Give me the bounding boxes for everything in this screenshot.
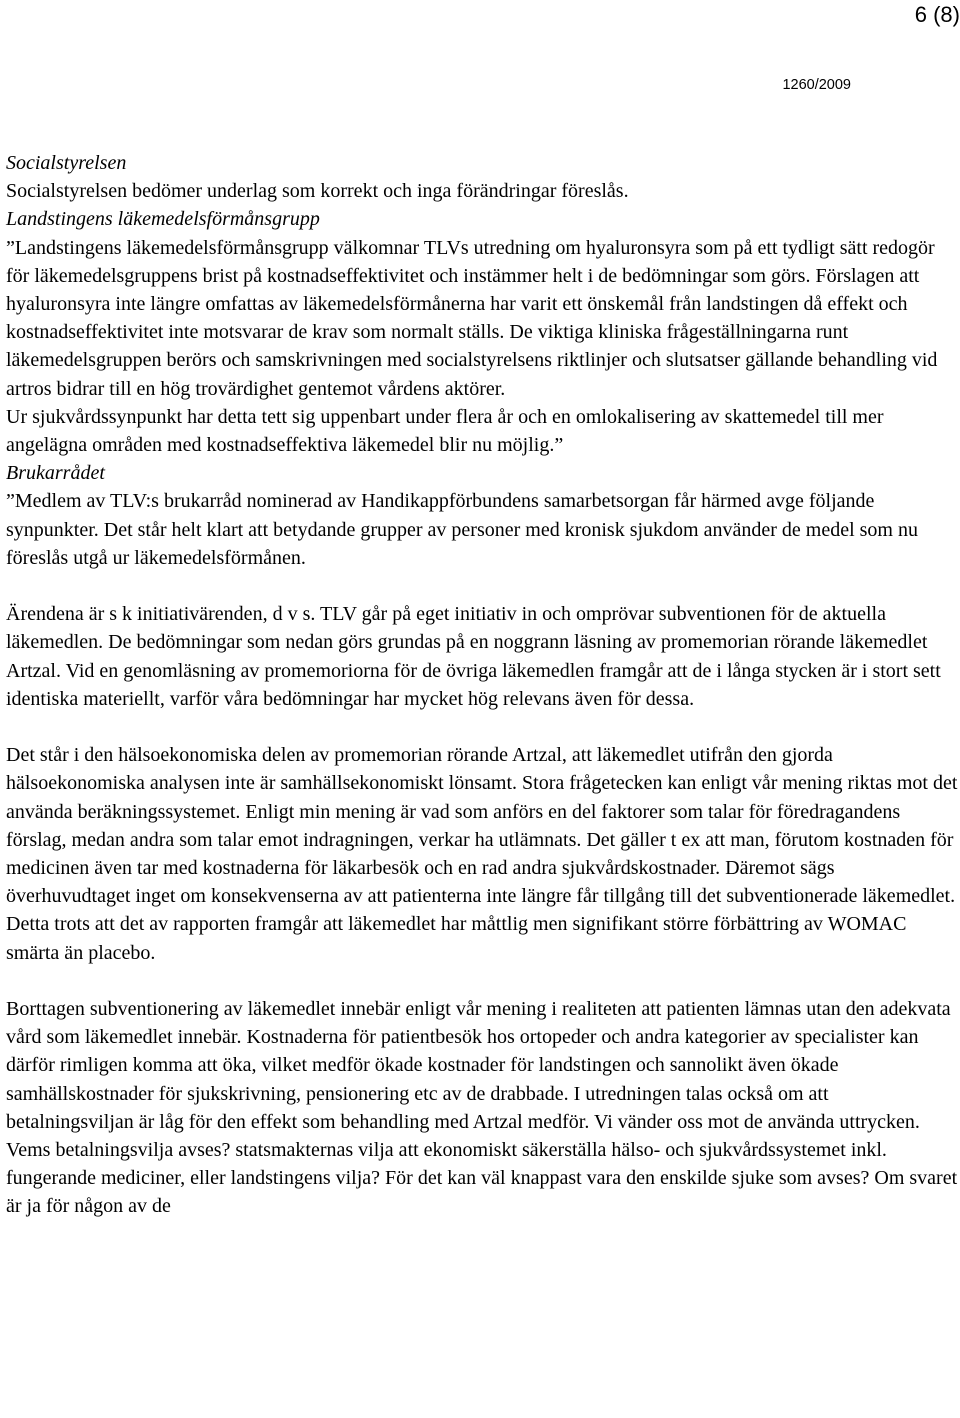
brukarradet-paragraph-3: Borttagen subventionering av läkemedlet innebär enligt vår mening i realiteten att patienten lämnas utan den adekvata vård som läkemedlet innebär. Kostnaderna för patientbesök hos ortopeder och andra kategorier av specialister kan därför rimligen komma att öka, vilket medför ökade kostnader för landstingen och sannolikt även ökade samhällskostnader för sjukskrivning, pensionering etc av de drabbade. I utredningen talas också om att betalningsviljan är låg för den effekt som behandling med Artzal medför. Vi vänder oss mot de använda uttrycken. Vems betalningsvilja avses? statsmakternas vilja att ekonomiskt säkerställa hälso- och sjukvårdssystemet inkl. fungerande mediciner, eller landstingens vilja? För det kan väl knappast vara den enskilde sjuke som avses? Om svaret är ja för någon av de (6, 998, 958, 1218)
brukarradet-paragraph-2: Det står i den hälsoekonomiska delen av promemorian rörande Artzal, att läkemedlet utifrån den gjorda hälsoekonomiska analysen inte är samhällsekonomiskt lönsamt. Stora frågetecken kan enligt vår mening riktas mot det använda beräkningssystemet. Enligt min mening är vad som anförs en del faktorer som talar för föredragandens förslag, medan andra som talar emot indragningen, verkar ha utlämnats. Det gäller t ex att man, förutom kostnaden för medicinen även tar med kostnaderna för läkarbesök och en rad andra sjukvårdskostnader. Däremot sägs överhuvudtaget inget om konsekvenserna av att patienterna inte längre får tillgång till det subventionerade läkemedlet. Detta trots att det av rapporten framgår att läkemedlet har måttlig men signifikant större förbättring av WOMAC smärta än placebo. (6, 744, 958, 964)
brukarradet-paragraph-1: Ärendena är s k initiativärenden, d v s. TLV går på eget initiativ in och omprövar subventionen för de aktuella läkemedlen. De bedömningar som nedan görs grundas på en noggrann läsning av promemorian rörande läkemedlet Artzal. Vid en genomläsning av promemoriorna för de övriga läkemedlen framgår att de i långa stycken är i stort sett identiska materiellt, varför våra bedömningar har mycket hög relevans även för dessa. (6, 603, 941, 710)
document-body (6, 149, 960, 1221)
page-number: 6 (8) (914, 2, 960, 27)
heading-landstingens-lakemedelsformansgrupp: Landstingens läkemedelsförmånsgrupp (6, 208, 320, 231)
brukarradet-intro: ”Medlem av TLV:s brukarråd nominerad av Handikappförbundens samarbetsorgan får härmed avge följande synpunkter. Det står helt klart att betydande grupper av personer med kronisk sjukdom använder de medel som nu föreslås utgå ur läkemedelsförmånen. (6, 490, 918, 569)
socialstyrelsen-statement: Socialstyrelsen bedömer underlag som korrekt och inga förändringar föreslås. (6, 180, 629, 203)
document-reference: 1260/2009 (782, 77, 851, 93)
heading-socialstyrelsen: Socialstyrelsen (6, 152, 127, 174)
lfn-group-statement: ”Landstingens läkemedelsförmånsgrupp välkomnar TLVs utredning om hyaluronsyra som på ett tydligt sätt redogör för läkemedelsgruppens brist på kostnadseffektivitet och instämmer helt i de bedömningar som görs. Förslagen att hyaluronsyra inte längre omfattas av läkemedelsförmånerna har varit ett önskemål från landstingen då effekt och kostnadseffektivitet inte motsvarar de krav som normalt ställs. De viktiga kliniska frågeställningarna runt läkemedelsgruppen berörs och samskrivningen med socialstyrelsens riktlinjer och slutsatser gällande behandling vid artros bidrar till en hög trovärdighet gentemot vårdens aktörer. (6, 236, 938, 400)
paragraph-spacer (6, 572, 960, 600)
paragraph-spacer (6, 713, 960, 741)
lfn-group-statement-continued: Ur sjukvårdssynpunkt har detta tett sig uppenbart under flera år och en omlokalisering av skattemedel till mer angelägna områden med kostnadseffektiva läkemedel blir nu möjlig.” (6, 405, 884, 457)
paragraph-spacer (6, 967, 960, 995)
heading-brukarradet: Brukarrådet (6, 462, 105, 485)
